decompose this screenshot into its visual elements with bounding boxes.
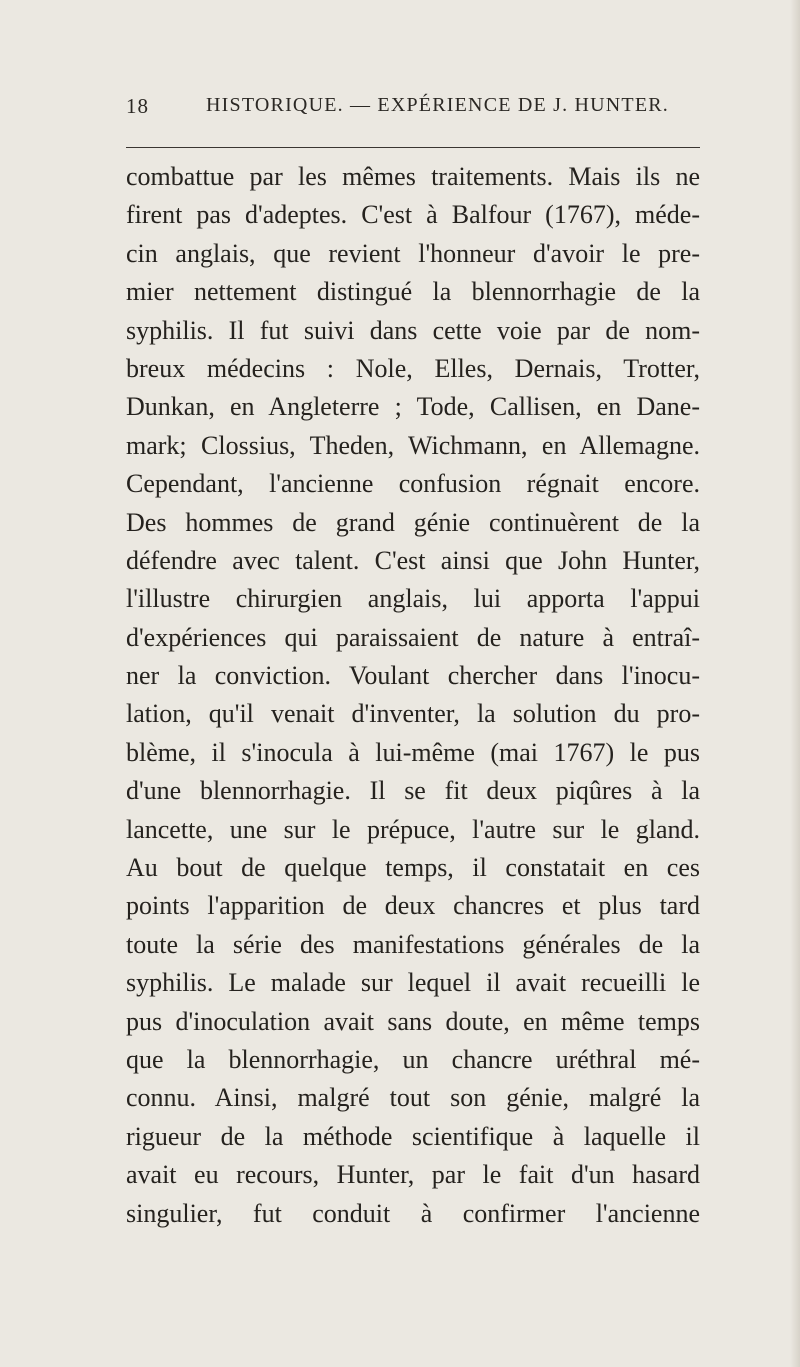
text-line: lation, qu'il venait d'inventer, la solution du pro-	[126, 699, 700, 729]
text-line: Dunkan, en Angleterre ; Tode, Callisen, en Dane-	[126, 392, 700, 422]
text-line: Des hommes de grand génie continuèrent de la	[126, 507, 700, 537]
running-head	[0, 94, 800, 124]
text-line: défendre avec talent. C'est ainsi que John Hunter,	[126, 545, 700, 575]
text-line: syphilis. Le malade sur lequel il avait recueilli le	[126, 968, 700, 998]
text-line: Cependant, l'ancienne confusion régnait encore.	[126, 469, 700, 499]
text-line: cin anglais, que revient l'honneur d'avoir le pre-	[126, 238, 700, 268]
header-rule	[126, 147, 700, 148]
text-line: points l'apparition de deux chancres et plus tard	[126, 891, 700, 921]
text-line: blème, il s'inocula à lui-même (mai 1767) le pus	[126, 737, 700, 767]
text-line: connu. Ainsi, malgré tout son génie, malgré la	[126, 1083, 700, 1113]
text-line: combattue par les mêmes traitements. Mais ils ne	[126, 162, 700, 191]
text-line: ner la conviction. Voulant chercher dans l'inocu-	[126, 661, 700, 691]
text-line: mark; Clossius, Theden, Wichmann, en Allemagne.	[126, 430, 700, 460]
body-paragraph	[126, 158, 700, 1233]
text-line: que la blennorrhagie, un chancre uréthral mé-	[126, 1044, 700, 1074]
text-line: lancette, une sur le prépuce, l'autre sur le gland.	[126, 814, 700, 844]
text-line: pus d'inoculation avait sans doute, en même temps	[126, 1006, 700, 1036]
text-line: firent pas d'adeptes. C'est à Balfour (1767), méde-	[126, 200, 700, 230]
text-line: l'illustre chirurgien anglais, lui apporta l'appui	[126, 584, 700, 614]
running-head-title: HISTORIQUE. — EXPÉRIENCE DE J. HUNTER.	[206, 94, 669, 116]
text-line: breux médecins : Nole, Elles, Dernais, Trotter,	[126, 353, 700, 383]
text-line: mier nettement distingué la blennorrhagie de la	[126, 277, 700, 307]
text-line: rigueur de la méthode scientifique à laquelle il	[126, 1121, 700, 1151]
text-line: Au bout de quelque temps, il constatait en ces	[126, 853, 700, 883]
text-line: singulier, fut conduit à confirmer l'ancienne	[126, 1198, 700, 1228]
text-line: d'une blennorrhagie. Il se fit deux piqûres à la	[126, 776, 700, 806]
text-line: d'expériences qui paraissaient de nature à entraî-	[126, 622, 700, 652]
text-line: syphilis. Il fut suivi dans cette voie par de nom-	[126, 315, 700, 345]
page-number: 18	[126, 94, 149, 118]
text-line: toute la série des manifestations générales de la	[126, 929, 700, 959]
text-line: avait eu recours, Hunter, par le fait d'un hasard	[126, 1160, 700, 1190]
